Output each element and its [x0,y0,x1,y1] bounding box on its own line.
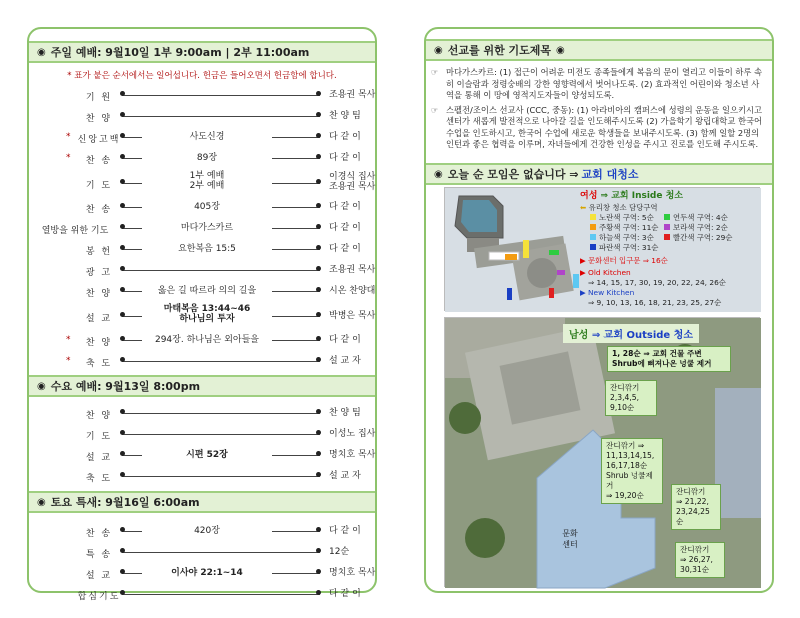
leader-dot [120,590,125,595]
color-swatch [590,244,596,250]
red-zone [549,288,554,298]
order-row [29,351,375,372]
order-person: 조용권 목사 [329,265,376,275]
zone-legend-item [590,233,660,243]
order-title: 찬 송 [85,529,113,539]
leader-dot [316,224,321,229]
order-person: 다 같 이 [329,153,361,163]
leader-dot [316,245,321,250]
order-title: 설 교 [85,571,113,581]
worship-order-panel [27,27,377,602]
order-row [29,521,375,542]
bullet-icon: ◉ [37,496,46,508]
bullet-icon: ◉ [37,380,46,392]
order-title: 찬 양 [85,411,113,421]
leader-dot [316,203,321,208]
order-content: 마태복음 13:44~46 하나님의 투자 [142,304,272,325]
order-content: 1부 예배 2부 예배 [142,171,272,192]
order-row [29,302,375,330]
order-content: 마다가스카르 [142,223,272,233]
order-person: 설 교 자 [329,471,361,481]
zone-legend-item [590,223,660,233]
order-person: 다 같 이 [329,244,361,254]
zone-legend-item [590,213,660,223]
order-person: 다 같 이 [329,526,361,536]
blue-zone [507,288,512,300]
order-row [29,85,375,106]
standing-marker: * [66,356,71,366]
leader-line [122,476,320,477]
zone-label: 빨간색 구역: 29순 [673,233,733,242]
order-row [29,197,375,218]
order-person: 다 같 이 [329,589,361,599]
mowing-zone-1: 잔디깎기 2,3,4,5, 9,10순 [605,380,657,416]
leader-line [122,270,320,271]
saturday-order-list [29,521,375,605]
order-title: 찬 양 [85,114,113,124]
order-content: 요한복음 15:5 [142,244,272,254]
color-swatch [590,224,596,230]
order-content: 이사야 22:1~14 [142,568,272,578]
order-row [29,403,375,424]
prayer-item: ☞ 스펠전/조이스 선교사 (CCC, 중동): (1) 아라비아의 캠퍼스에 성령의 운동을 일으키시고 센터가 새롭게 발전적으로 나아갈 길을 인도해주시도록 (2) 가을학기 왕립대학교 한국어 수업을 인도하시고, 한국어 수업에 새로운 학생들을 보내주시도록. (3) 함께 일할 2명의 인턴과 좋은 협력을 이루며, 자녀들에게 건강한 인성을 주시고 진로를 인도해 주시도록. [431,104,763,149]
leader-dot [316,451,321,456]
leader-dot [120,336,125,341]
sunday-worship-header: ◉ 주일 예배: 9월10일 1부 9:00am | 2부 11:00am [29,41,375,63]
leader-dot [316,287,321,292]
leader-line [122,361,320,362]
zone-legend-grid [580,213,734,253]
order-person: 12순 [329,547,350,557]
mowing-zone-3: 잔디깎기 ⇒ 21,22, 23,24,25순 [671,484,721,530]
order-content: 옳은 길 따르라 의의 길을 [142,286,272,296]
cleaning-header: ◉ 오늘 순 모임은 없습니다 ⇒ 교회 대청소 [426,163,772,185]
order-person: 명치호 목사 [329,568,376,578]
wednesday-order-list [29,403,375,487]
order-title: 기 도 [85,181,113,191]
order-title: 열방을 위한 기도 [41,226,109,236]
order-title: 광 고 [85,268,113,278]
order-person: 이경식 집사 조용권 목사 [329,172,376,193]
order-row [29,260,375,281]
inside-cleaning-map [444,187,760,311]
leader-line [122,95,320,96]
zone-label: 주황색 구역: 11순 [599,223,659,232]
orange-zone [505,254,517,260]
mowing-zone-2: 잔디깎기 ⇒ 11,13,14,15, 16,17,18순 Shrub 넝쿨제거 ⇒ 19,20순 [601,438,663,504]
zone-label: 노란색 구역: 5순 [599,213,654,222]
leader-dot [120,430,125,435]
order-title: 축 도 [85,474,113,484]
leader-dot [120,451,125,456]
leader-dot [316,179,321,184]
mission-prayer-header: ◉ 선교를 위한 기도제목 ◉ [426,39,772,61]
culture-center-label: 문화 센터 [562,529,578,549]
leader-dot [120,91,125,96]
saturday-service-header: ◉ 토요 특새: 9월16일 6:00am [29,491,375,513]
zone-label: 연두색 구역: 4순 [673,213,728,222]
order-title: 찬 송 [85,156,113,166]
order-person: 다 같 이 [329,335,361,345]
wednesday-worship-header: ◉ 수요 예배: 9월13일 8:00pm [29,375,375,397]
leader-line [122,594,320,595]
standing-marker: * [66,335,71,345]
order-row [29,542,375,563]
order-title: 축 도 [85,359,113,369]
leader-dot [120,472,125,477]
order-row [29,445,375,466]
order-person: 찬 양 팀 [329,408,361,418]
shrub-removal-box: 1, 28순 ⇒ 교회 건물 주변 Shrub에 삐져나온 넝쿨 제거 [607,346,731,372]
yellow-zone [523,240,529,258]
leader-dot [316,112,321,117]
pointing-hand-icon: ☞ [431,68,439,77]
leader-line [122,413,320,414]
green-zone [549,250,559,255]
order-row [29,148,375,169]
order-row [29,584,375,605]
standing-marker: * [66,132,71,142]
outside-title: 남성 ⇒ 교회 Outside 청소 [563,324,699,343]
leader-dot [316,91,321,96]
zone-legend-item [664,213,734,223]
leader-dot [316,266,321,271]
order-title: 기 원 [85,93,113,103]
leader-dot [316,569,321,574]
order-person: 시온 찬양대 [329,286,376,296]
leader-dot [316,312,321,317]
order-title: 설 교 [85,314,113,324]
order-title: 봉 헌 [85,247,113,257]
leader-dot [316,154,321,159]
order-title: 찬 양 [85,289,113,299]
order-row [29,563,375,584]
leader-dot [316,357,321,362]
order-row [29,127,375,148]
order-title: 특 송 [85,550,113,560]
leader-dot [120,569,125,574]
bullet-icon: ◉ [37,46,46,58]
leader-dot [120,266,125,271]
zone-legend-item [664,223,734,233]
zone-legend-item [664,233,734,243]
order-person: 다 같 이 [329,223,361,233]
order-title: 찬 송 [85,205,113,215]
sunday-order-list [29,85,375,372]
purple-zone [557,270,565,275]
order-person: 명치호 목사 [329,450,376,460]
order-content: 420장 [142,526,272,536]
leader-dot [120,287,125,292]
zone-label: 파란색 구역: 31순 [599,243,659,252]
order-person: 찬 양 팀 [329,111,361,121]
order-content: 405장 [142,202,272,212]
order-row [29,239,375,260]
order-row [29,330,375,351]
order-person: 조용권 목사 [329,90,376,100]
prayer-item: ☞ 마다가스카르: (1) 접근이 어려운 미전도 종족들에게 복음의 문이 열리고 이들이 하루 속히 이슬람과 정령숭배의 강한 영향력에서 벗어나도록. (2) 효과적인 어린이와 청소년 사역을 통해 이 땅에 영적지도자들이 양성되도록. [431,67,763,100]
order-content: 294장. 하나님은 외아들을 [142,335,272,345]
color-swatch [590,234,596,240]
zone-label: 보라색 구역: 2순 [673,223,728,232]
order-row [29,466,375,487]
order-content: 사도신경 [142,132,272,142]
skyblue-zone [573,274,579,288]
leader-dot [120,312,125,317]
leader-dot [120,179,125,184]
order-person: 다 같 이 [329,132,361,142]
leader-dot [316,409,321,414]
color-swatch [590,214,596,220]
leader-dot [120,154,125,159]
color-swatch [664,224,670,230]
leader-line [122,552,320,553]
order-person: 박병은 목사 [329,311,376,321]
standing-marker: * [66,153,71,163]
bullet-icon: ◉ [434,44,443,56]
order-title: 기 도 [85,432,113,442]
leader-line [122,434,320,435]
outside-cleaning-map [444,317,760,587]
leader-dot [120,245,125,250]
standing-note: * 표가 붙은 순서에서는 일어섭니다. 헌금은 들어오면서 헌금함에 합니다. [67,71,337,81]
leader-dot [316,527,321,532]
leader-line [122,116,320,117]
order-title: 설 교 [85,453,113,463]
leader-dot [316,548,321,553]
leader-dot [120,133,125,138]
leader-dot [316,472,321,477]
order-row [29,169,375,197]
order-content: 시편 52장 [142,450,272,460]
order-title: 합심기도 [77,592,121,602]
order-title: 신앙고백 [77,135,121,145]
bullet-icon: ◉ [556,44,565,56]
leader-dot [120,409,125,414]
leader-dot [120,203,125,208]
announcements-panel [424,27,774,593]
leader-dot [120,527,125,532]
inside-legend: 여성 ⇒ 교회 Inside 청소 ⬅ 유리창 청소 담당구역 노란색 구역: 5순 연두색 구역: 4순 주황색 구역: 11순 보라색 구역: 2순 하늘색 구역: 3순 빨간색 구역: 29순 파란색 구역: 31순 ▶ 문화센터 입구문 ⇒ 16순 ▶ Old Kitchen ⇒ 14, 15, 17, 30, 19, 20, 22, 24, 26순 ▶ New Kitchen ⇒ 9, 10, 13, 16, 18, 21, 23, 25, 27순 [580,191,733,307]
leader-dot [316,133,321,138]
leader-dot [316,590,321,595]
leader-dot [316,336,321,341]
order-row [29,106,375,127]
leader-dot [120,548,125,553]
order-person: 이성노 집사 [329,429,376,439]
order-person: 설 교 자 [329,356,361,366]
color-swatch [664,234,670,240]
order-title: 찬 양 [85,338,113,348]
leader-dot [120,112,125,117]
order-row [29,424,375,445]
order-person: 다 같 이 [329,202,361,212]
leader-dot [316,430,321,435]
bullet-icon: ◉ [434,168,443,180]
order-content: 89장 [142,153,272,163]
color-swatch [664,214,670,220]
order-row [29,281,375,302]
leader-dot [120,357,125,362]
leader-dot [120,224,125,229]
zone-label: 하늘색 구역: 3순 [599,233,654,242]
order-row [29,218,375,239]
mowing-zone-4: 잔디깎기 ⇒ 26,27, 30,31순 [675,542,725,578]
pointing-hand-icon: ☞ [431,105,439,115]
zone-legend-item [590,243,660,253]
arrow-left-icon: ⬅ [580,203,587,212]
